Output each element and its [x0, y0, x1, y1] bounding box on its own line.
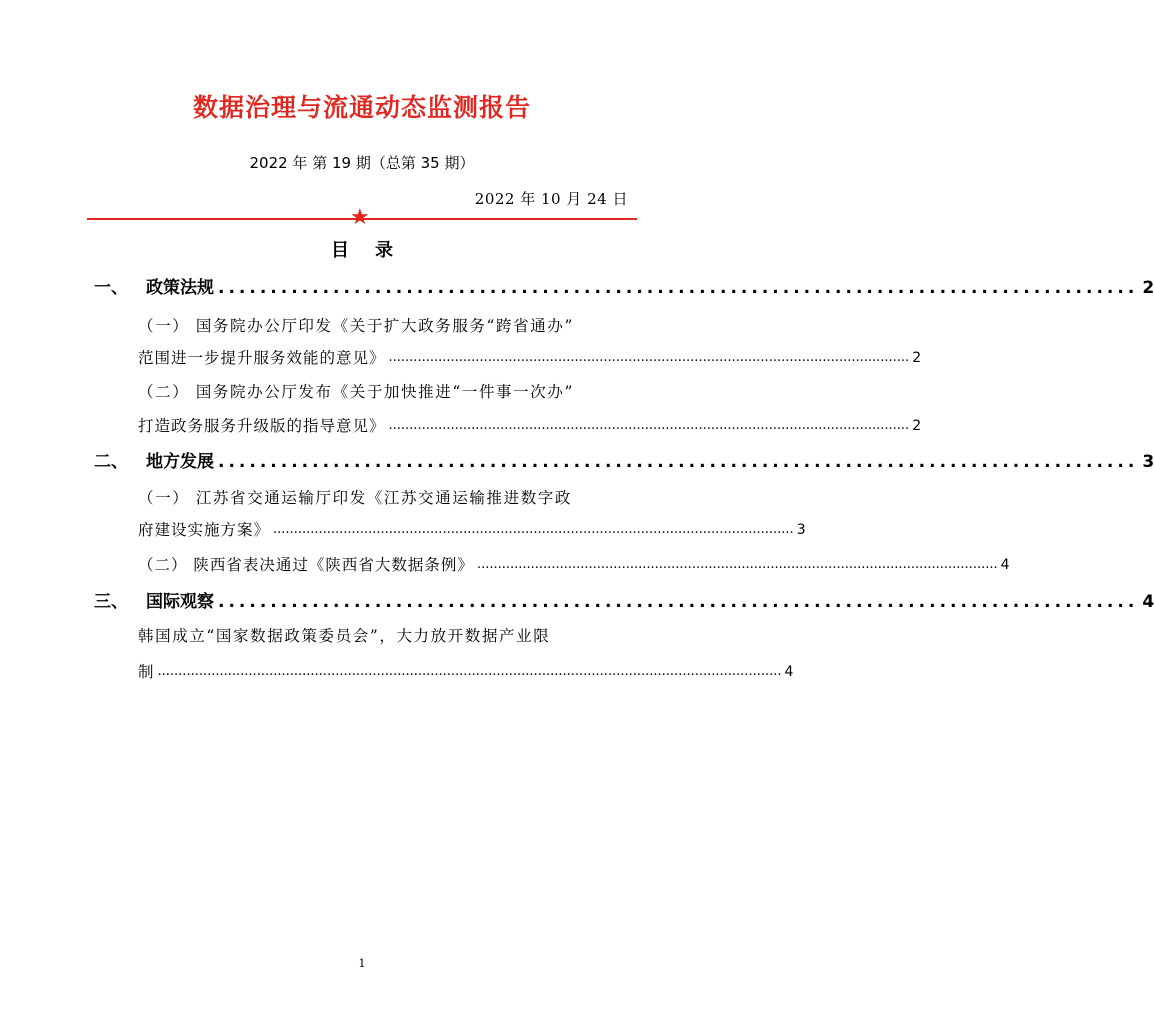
toc-item-text: （二） 陕西省表决通过《陕西省大数据条例》	[138, 556, 474, 574]
section-number: 三、	[94, 592, 128, 612]
dot-leader: ..............................................................................................................................	[273, 522, 794, 537]
section-page: 3	[1142, 452, 1154, 472]
section-name: 政策法规	[146, 278, 214, 298]
toc-item-text: 打造政务服务升级版的指导意见》	[138, 417, 386, 435]
dot-leader: ..............................................................................................................................	[476, 557, 998, 572]
toc-title: 目录	[331, 240, 419, 261]
dot-leader: ........................................................................................	[218, 592, 1139, 612]
toc-item-tail[interactable]	[138, 660, 795, 684]
toc-item-page: 2	[912, 418, 923, 434]
toc-item-tail[interactable]	[138, 346, 923, 370]
toc-item-page: 2	[912, 350, 923, 366]
toc-item-tail[interactable]	[138, 518, 807, 542]
section-page: 4	[1142, 592, 1154, 612]
dot-leader: ........................................................................................	[218, 278, 1139, 298]
toc-section-policy[interactable]	[94, 272, 1154, 298]
issue-number: 2022 年 第 19 期（总第 35 期）	[249, 154, 475, 172]
page-number: 1	[358, 957, 366, 970]
section-number: 一、	[94, 278, 128, 298]
dot-leader: ..............................................................................................................................	[388, 350, 910, 365]
toc-item-page: 4	[1000, 557, 1011, 573]
issue-date: 2022 年 10 月 24 日	[474, 190, 628, 208]
toc-item-line[interactable]: （二） 国务院办公厅发布《关于加快推进“一件事一次办”	[138, 383, 574, 401]
toc-item-line[interactable]: （一） 国务院办公厅印发《关于扩大政务服务“跨省通办”	[138, 317, 574, 335]
report-title: 数据治理与流通动态监测报告	[192, 93, 531, 122]
red-star-icon: ★	[350, 205, 370, 230]
toc-item-line[interactable]: （一） 江苏省交通运输厅印发《江苏交通运输推进数字政	[138, 489, 573, 507]
section-page: 2	[1142, 278, 1154, 298]
toc-item-text: 制	[138, 663, 155, 681]
dot-leader: .......................................................................................................................................................	[157, 664, 782, 679]
toc-section-international[interactable]	[94, 586, 1154, 612]
section-name: 地方发展	[146, 452, 214, 472]
dot-leader: ........................................................................................	[218, 452, 1139, 472]
toc-section-local[interactable]	[94, 446, 1154, 472]
toc-item-tail[interactable]	[138, 414, 923, 438]
toc-item-text: 府建设实施方案》	[138, 521, 271, 539]
toc-item-line[interactable]: 韩国成立“国家数据政策委员会”，大力放开数据产业限	[138, 627, 551, 645]
toc-item-page: 4	[784, 664, 795, 680]
toc-item-page: 3	[796, 522, 807, 538]
toc-item-text: 范围进一步提升服务效能的意见》	[138, 349, 386, 367]
section-number: 二、	[94, 452, 128, 472]
dot-leader: ..............................................................................................................................	[388, 418, 910, 433]
section-name: 国际观察	[146, 592, 214, 612]
toc-item-tail[interactable]	[138, 553, 1011, 577]
